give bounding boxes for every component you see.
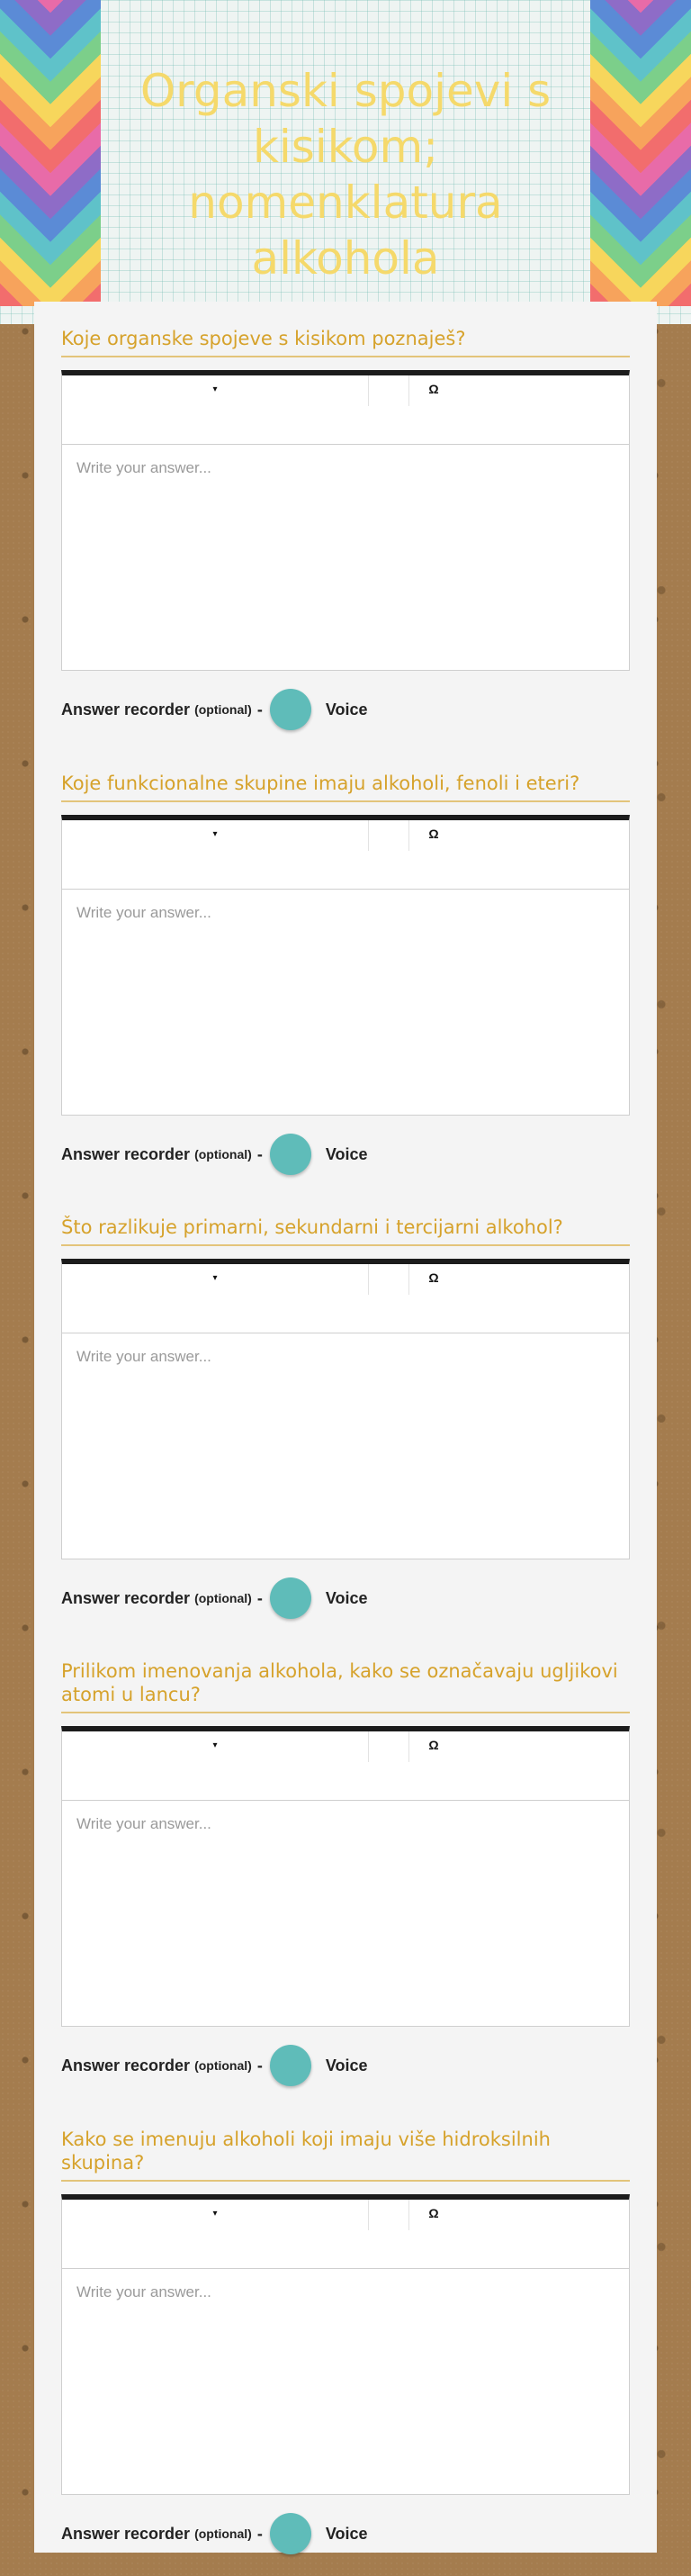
answer-editor xyxy=(61,1259,630,1559)
recorder-label: Answer recorder xyxy=(61,700,191,719)
toolbar-divider xyxy=(368,375,369,406)
special-characters-button[interactable]: Ω xyxy=(428,2206,439,2220)
voice-label: Voice xyxy=(325,700,368,719)
page-header xyxy=(0,0,691,324)
voice-label: Voice xyxy=(325,2524,368,2543)
recorder-dash: - xyxy=(256,1144,263,1163)
voice-label: Voice xyxy=(325,1588,368,1607)
editor-toolbar xyxy=(62,375,629,445)
format-dropdown[interactable] xyxy=(62,1731,368,1758)
answer-input[interactable]: Write your answer... xyxy=(76,904,211,921)
format-dropdown[interactable] xyxy=(62,820,368,847)
recorder-dash: - xyxy=(256,700,263,719)
recorder-dash: - xyxy=(256,2056,263,2074)
question-block xyxy=(61,327,630,730)
editor-toolbar xyxy=(62,1731,629,1801)
editor-toolbar xyxy=(62,2200,629,2269)
chevron-down-icon: ▾ xyxy=(212,384,218,394)
toolbar-divider xyxy=(408,1731,409,1762)
decorative-chevron-left xyxy=(0,0,101,306)
question-text: Kako se imenuju alkoholi koji imaju više hidroksilnih skupina? xyxy=(61,2128,630,2182)
voice-label: Voice xyxy=(325,1144,368,1163)
toolbar-divider xyxy=(368,1264,369,1295)
chevron-down-icon: ▾ xyxy=(212,1272,218,1283)
answer-recorder xyxy=(61,1577,630,1619)
answer-recorder xyxy=(61,2513,630,2554)
format-dropdown[interactable] xyxy=(62,375,368,402)
question-block xyxy=(61,1216,630,1619)
voice-record-button[interactable] xyxy=(270,2513,311,2554)
toolbar-divider xyxy=(408,375,409,406)
answer-editor xyxy=(61,370,630,671)
recorder-optional: (optional) xyxy=(194,702,252,717)
answer-recorder xyxy=(61,689,630,730)
chevron-down-icon: ▾ xyxy=(212,1740,218,1750)
special-characters-button[interactable]: Ω xyxy=(428,382,439,396)
question-block xyxy=(61,1659,630,2086)
editor-toolbar xyxy=(62,820,629,890)
toolbar-divider xyxy=(408,820,409,851)
toolbar-divider xyxy=(368,2200,369,2230)
special-characters-button[interactable]: Ω xyxy=(428,1270,439,1285)
question-text: Prilikom imenovanja alkohola, kako se označavaju ugljikovi atomi u lancu? xyxy=(61,1659,630,1713)
special-characters-button[interactable]: Ω xyxy=(428,1738,439,1752)
decorative-chevron-right xyxy=(590,0,691,306)
recorder-label: Answer recorder xyxy=(61,2056,191,2074)
toolbar-divider xyxy=(368,1731,369,1762)
recorder-dash: - xyxy=(256,2524,263,2543)
recorder-optional: (optional) xyxy=(194,1591,252,1605)
answer-input[interactable]: Write your answer... xyxy=(76,1815,211,1832)
recorder-optional: (optional) xyxy=(194,1147,252,1161)
voice-label: Voice xyxy=(325,2056,368,2074)
answer-input[interactable]: Write your answer... xyxy=(76,1348,211,1365)
voice-record-button[interactable] xyxy=(270,1134,311,1175)
recorder-optional: (optional) xyxy=(194,2526,252,2541)
chevron-down-icon: ▾ xyxy=(212,2208,218,2219)
toolbar-divider xyxy=(408,1264,409,1295)
format-dropdown[interactable] xyxy=(62,1264,368,1291)
toolbar-divider xyxy=(408,2200,409,2230)
special-characters-button[interactable]: Ω xyxy=(428,827,439,841)
answer-editor xyxy=(61,1726,630,2027)
answer-input[interactable]: Write your answer... xyxy=(76,2283,211,2300)
format-dropdown[interactable] xyxy=(62,2200,368,2227)
voice-record-button[interactable] xyxy=(270,689,311,730)
answer-recorder xyxy=(61,1134,630,1175)
editor-toolbar xyxy=(62,1264,629,1333)
recorder-dash: - xyxy=(256,1588,263,1607)
recorder-label: Answer recorder xyxy=(61,1144,191,1163)
question-text: Što razlikuje primarni, sekundarni i tercijarni alkohol? xyxy=(61,1216,630,1246)
answer-editor xyxy=(61,815,630,1116)
recorder-label: Answer recorder xyxy=(61,1588,191,1607)
answer-input[interactable]: Write your answer... xyxy=(76,459,211,476)
toolbar-divider xyxy=(368,820,369,851)
page-title: Organski spojevi s kisikom; nomenklatura alkohola xyxy=(139,65,552,285)
question-text: Koje organske spojeve s kisikom poznaješ? xyxy=(61,327,630,357)
voice-record-button[interactable] xyxy=(270,2045,311,2086)
answer-editor xyxy=(61,2194,630,2495)
voice-record-button[interactable] xyxy=(270,1577,311,1619)
question-block xyxy=(61,772,630,1175)
worksheet-card xyxy=(34,302,657,2553)
recorder-optional: (optional) xyxy=(194,2058,252,2073)
answer-recorder xyxy=(61,2045,630,2086)
question-block xyxy=(61,2128,630,2554)
chevron-down-icon: ▾ xyxy=(212,828,218,839)
question-text: Koje funkcionalne skupine imaju alkoholi, fenoli i eteri? xyxy=(61,772,630,802)
recorder-label: Answer recorder xyxy=(61,2524,191,2543)
